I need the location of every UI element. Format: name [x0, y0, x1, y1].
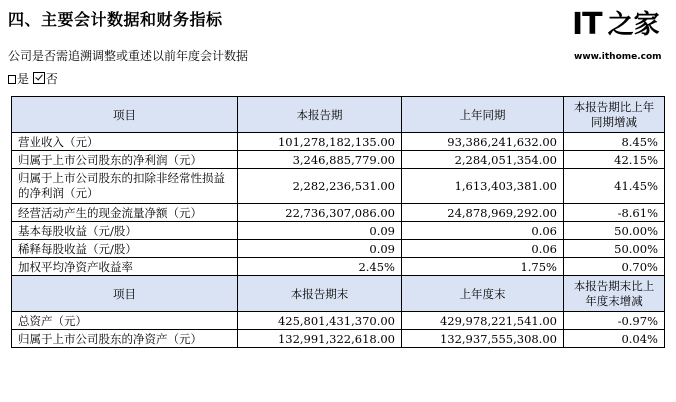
cell-change: 50.00% — [564, 240, 665, 258]
cell-prior: 93,386,241,632.00 — [402, 133, 564, 151]
header-prior-period: 上年同期 — [402, 97, 564, 133]
cell-current: 2,282,236,531.00 — [238, 169, 402, 204]
row-label: 归属于上市公司股东的扣除非经常性损益的净利润（元） — [12, 169, 238, 204]
choice-no-label: 否 — [45, 72, 58, 86]
header-item: 项目 — [12, 276, 238, 312]
restatement-question: 公司是否需追溯调整或重述以前年度会计数据 — [8, 49, 249, 63]
table-row — [12, 151, 665, 169]
ithome-watermark — [572, 7, 672, 62]
row-label: 营业收入（元） — [12, 133, 238, 151]
cell-prior: 0.06 — [402, 240, 564, 258]
cell-change: -0.97% — [564, 312, 665, 330]
cell-current: 0.09 — [238, 222, 402, 240]
table-row — [12, 258, 665, 276]
cell-current: 132,991,322,618.00 — [238, 330, 402, 348]
table-row — [12, 204, 665, 222]
cell-change: 8.45% — [564, 133, 665, 151]
ithome-logo: IT 之家 — [572, 7, 660, 42]
header-change: 本报告期末比上年度末增减 — [564, 276, 665, 312]
section-title: 四、主要会计数据和财务指标 — [8, 10, 223, 29]
row-label: 经营活动产生的现金流量净额（元） — [12, 204, 238, 222]
table-header-row — [12, 276, 665, 312]
cell-current: 425,801,431,370.00 — [238, 312, 402, 330]
cell-prior: 24,878,969,292.00 — [402, 204, 564, 222]
cell-change: -8.61% — [564, 204, 665, 222]
cell-prior: 2,284,051,354.00 — [402, 151, 564, 169]
table-row — [12, 330, 665, 348]
cell-change: 50.00% — [564, 222, 665, 240]
cell-prior: 1,613,403,381.00 — [402, 169, 564, 204]
header-change: 本报告期比上年同期增减 — [564, 97, 665, 133]
row-label: 基本每股收益（元/股） — [12, 222, 238, 240]
table-row — [12, 133, 665, 151]
row-label: 总资产（元） — [12, 312, 238, 330]
table-row — [12, 169, 665, 204]
ithome-url: www.ithome.com — [574, 52, 662, 62]
cell-prior: 132,937,555,308.00 — [402, 330, 564, 348]
row-label: 归属于上市公司股东的净利润（元） — [12, 151, 238, 169]
table-row — [12, 312, 665, 330]
row-label: 加权平均净资产收益率 — [12, 258, 238, 276]
restatement-choice — [8, 70, 58, 87]
cell-prior: 0.06 — [402, 222, 564, 240]
table-row — [12, 222, 665, 240]
cell-change: 0.04% — [564, 330, 665, 348]
row-label: 稀释每股收益（元/股） — [12, 240, 238, 258]
cell-current: 101,278,182,135.00 — [238, 133, 402, 151]
cell-change: 0.70% — [564, 258, 665, 276]
table-header-row — [12, 97, 665, 133]
cell-change: 42.15% — [564, 151, 665, 169]
cell-prior: 1.75% — [402, 258, 564, 276]
cell-current: 2.45% — [238, 258, 402, 276]
header-prior-year-end: 上年度末 — [402, 276, 564, 312]
cell-change: 41.45% — [564, 169, 665, 204]
checked-box-icon — [33, 72, 45, 84]
unchecked-box-icon — [8, 75, 16, 84]
header-period-end: 本报告期末 — [238, 276, 402, 312]
header-current-period: 本报告期 — [238, 97, 402, 133]
table-row — [12, 240, 665, 258]
header-item: 项目 — [12, 97, 238, 133]
choice-yes-label: 是 — [17, 72, 30, 86]
financial-data-table — [11, 96, 665, 348]
cell-current: 0.09 — [238, 240, 402, 258]
row-label: 归属于上市公司股东的净资产（元） — [12, 330, 238, 348]
cell-prior: 429,978,221,541.00 — [402, 312, 564, 330]
cell-current: 3,246,885,779.00 — [238, 151, 402, 169]
cell-current: 22,736,307,086.00 — [238, 204, 402, 222]
